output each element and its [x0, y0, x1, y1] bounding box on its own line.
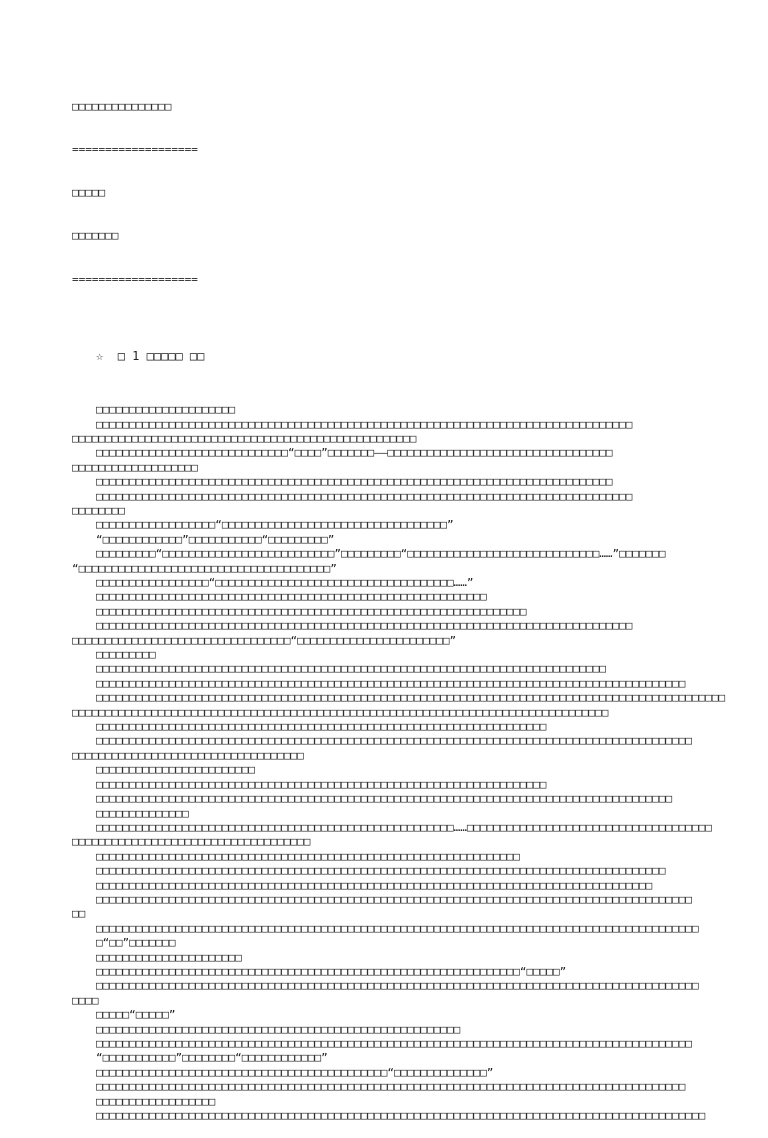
text-line: □□□□□□□□□□□□□□□□□□□□□□□□□□□□□□□□□□□□□□□□□□□□□□□□□□□□□□□□□□□□□□□□	[96, 849, 520, 863]
text-line: □□□□□□□□□□□□□□□□□□□□□□□□□□□□□□□□□□□□□□□□□□□□□□□□□□□□□□□□□□□□□□□□□□□□□□□□□□□□□	[96, 662, 606, 676]
divider-bottom: ===================	[72, 272, 198, 286]
text-line: □□□□□□□□□□□□□□□□□□“□□□□□□□□□□□□□□□□□□□□□□□□□□□□□□□□□□”	[96, 518, 454, 532]
text-line: □□□□□□□□□□□□□□□□□□□□□□□□□□□□□□□□□□□□□□□□□□□□□□□□□□□□□□□□□□□□□□□□□□□□	[96, 720, 547, 734]
chapter-label: □ 1 □□□□□ □□	[117, 348, 205, 363]
star-icon: ☆	[96, 348, 104, 363]
text-line: □□□□□□□□□□□□□□□□□□□□□□□□□□□□□□□□□□□□□□□□□□□□□□□□□□□□□□□□□□□□□□□□□□□□□□□□□□□□□□□□□□□□	[96, 878, 653, 892]
chapter-text	[72, 403, 726, 1123]
text-line: □□□□□“□□□□□”	[96, 1008, 176, 1022]
text-line: □□□□□□□□□□□□□□□□□□□□□□□□□□□□□□□□□□□□□□□□□□□□□□□□□□□□□□□□□□□□□□□□□□□□□□□□□□□□□□□□□□□□□□□□□□	[96, 892, 693, 906]
text-line: □□□□□□□□□□□□□□□□□□□□□□	[96, 950, 242, 964]
text-line: □□□□□□□□□□□□□□□□□□□□□□□□□□□□□□□□□□□□	[72, 835, 311, 849]
text-line: □□□□□□□□	[72, 503, 125, 517]
text-line: □□□□□□□□□□□□□□□□□□□□□□□□□□□□□□□□□□□□□□□□□□□□□□□□□□□□□□□□□□□□□□□□□□□□□□□□□□□□□□□□□	[96, 489, 633, 503]
text-line: □□□□□□□□□□□□□□□□□□□□□□□□□□□□□□□□□□□□□□□□□□□□□□□□□□□□□□□□□□□□□□□□□□□□□□□□□□□□□□□□□□□□□□□	[96, 792, 673, 806]
text-line: □□□□□□□□□	[96, 648, 156, 662]
text-line: □□□□□□□□□□□□□□□□□□□□□□□□□□□□□□□□□□□	[72, 748, 304, 762]
text-line: □□□□□□□□□□□□□□□□□□□□□□□□□□□□□□□□□□□□□□□□□□□□□□□□□□□□□□□□□□□□□□□□□□□□□□□□□□□□□□□□□□□□□□□□□□□□	[96, 1109, 706, 1123]
text-line: □□□□□□□□□□□□□□□□□□□□□□□□□□□□□□□□□□□□□□□□□□□□□□□□□□□□□□□	[96, 1022, 461, 1036]
text-line: □□□□□□□□□□□□□□□□□□□□□□□□□□□□□□□□□□□□□□□□□□□□□□□□□□□□□□□□□□□□□□□□□	[96, 604, 527, 618]
text-line: □□□□	[72, 993, 99, 1007]
text-line: □□□□□□□□□□□□□□□□□□□□□□□□	[96, 763, 255, 777]
text-line: “□□□□□□□□□□□□□□□□□□□□□□□□□□□□□□□□□□□□□□”	[72, 561, 337, 575]
text-line: □□□□□□□□□□□□□□□□□□□□□□□□□□□□□□□□□□□□□□□□□□□□□□□□□□□□□□□□□□□□□□□□□□□□	[96, 777, 547, 791]
text-line: □□□□□□□□□□□□□□□□□□□□□□□□□□□□□□□□□□□□□□□□□□□□□□□□□□□□□□□□□□□□□□□□□□□□□□□□□□□□□□□□□□□□□□□□□	[96, 676, 686, 690]
text-line: □□□□□□□□□□□□□□□□□□□□□□□□□□□□□□□□□□□□□□□□□□□□□□□□□□□□□□□□□□□□□□□□□□□□□□□□□□□□□□□□□	[96, 417, 633, 431]
text-line: □□□□□□□□□□□□□□□□□□□□□□□□□□□□□□□□□“□□□□□□□□□□□□□□□□□□□□□□□”	[72, 633, 457, 647]
text-line: “□□□□□□□□□□□”□□□□□□□□“□□□□□□□□□□□□”	[96, 1051, 328, 1065]
text-line: □□□□□□□□□□□□□□□□□□□□□□□□□□□□□□□□□□□□□□□□□□□□□□□□□□□□□□□□□□□□□□□□□□□□□□□□□□□□□□□□□□□□□□	[96, 864, 666, 878]
book-meta: □□□□□□□	[72, 229, 119, 243]
text-line: □□□□□□□□□□□□□□□□□□□□□□□□□□□□□□□□□□□□□□□□□□□□“□□□□□□□□□□□□□□”	[96, 1065, 494, 1079]
text-line: □□□□□□□□□□□□□□□□□□□□□□□□□□□□□□□□□□□□□□□□□□□□□□□□□□□□□□□□□□□□□□□□□□□□□□□□□□□□□□□□□	[96, 619, 633, 633]
divider-top: ===================	[72, 143, 198, 157]
book-title: □□□□□□□□□□□□□□□	[72, 99, 172, 113]
text-line: “□□□□□□□□□□□□”□□□□□□□□□□□“□□□□□□□□□”	[96, 532, 335, 546]
text-line: □□□□□□□□□□□□□□□□□□□□□□□□□□□□□□□□□□□□□□□□□□□□□□□□□□□□□□□□□□□□□□□□□□□□□□□□□□□□□□□□□□□□□□□□□	[96, 1080, 686, 1094]
text-line: □□□□□□□□□□□□□□	[96, 806, 189, 820]
text-line: □□□□□□□□□□□□□□□□□□□□□□□□□□□□□□□□□□□□□□□□□□□□□□□□□□□□□□□□□□□□□□□□□□□□□□□□□□□□□□□□□□□□□□□□□□□	[96, 921, 699, 935]
text-line: □□	[72, 907, 86, 921]
text-line: □□□□□□□□□□□□□□□□□□□□□□□□□□□□□□□□□□□□□□□□□□□□□□□□□□□□□□□□□□□□□□□□“□□□□□”	[96, 964, 567, 978]
text-line: □□□□□□□□□□□□□□□□□□□□□□□□□□□□□□□□□□□□□□□□□□□□□□□□□□□□□□□□□□□□□□□□□□□□□□□□□□□□□□	[96, 475, 613, 489]
text-line: □□□□□□□□□□□□□□□□□□□□□□□□□□□□□□□□□□□□□□□□□□□□□□□□□□□□□□……□□□□□□□□□□□□□□□□□□□□□□□□□□□□□□□□□□□□□	[96, 820, 712, 834]
text-line: □□□□□□□□□□□□□□□□□□□□□□□□□□□□□□□□□□□□□□□□□□□□□□□□□□□□□□□□□□□□□□□□□□□□□□□□□□□□□□□□□□□□□□□□□□□□□□□	[96, 691, 726, 705]
text-line: □“□□”□□□□□□□	[96, 936, 176, 950]
text-line: □□□□□□□□□□□□□□□□□□□□□□□□□□□□□□□□□□□□□□□□□□□□□□□□□□□□□□□□□□□□□□□□□□□□□□□□□□□□□□□□□□□□□□□□□□	[96, 1037, 693, 1050]
text-line: □□□□□□□□□□□□□□□□□□	[96, 1094, 216, 1108]
chapter-heading	[72, 349, 702, 363]
text-line: □□□□□□□□□“□□□□□□□□□□□□□□□□□□□□□□□□□□”□□□□□□□□□“□□□□□□□□□□□□□□□□□□□□□□□□□□□□□……”□□□□□□□	[96, 547, 666, 561]
text-line: □□□□□□□□□□□□□□□□□□□□□□□□□□□□□□□□□□□□□□□□□□□□□□□□□□□□□□□□□□□□□□□□□□□□□□□□□□□□□□□□□□□□□□□□□□□	[96, 979, 699, 993]
document-body	[72, 71, 726, 1138]
text-line: □□□□□□□□□□□□□□□□□“□□□□□□□□□□□□□□□□□□□□□□□□□□□□□□□□□□□□……”	[96, 576, 474, 589]
text-line: □□□□□□□□□□□□□□□□□□□□□□□□□□□□□“□□□□”□□□□□□□——□□□□□□□□□□□□□□□□□□□□□□□□□□□□□□□□□□	[96, 446, 613, 460]
text-line: □□□□□□□□□□□□□□□□□□□□□□□□□□□□□□□□□□□□□□□□□□□□□□□□□□□□□□□□□□□	[96, 590, 487, 604]
text-line: □□□□□□□□□□□□□□□□□□□	[72, 460, 198, 474]
text-line: □□□□□□□□□□□□□□□□□□□□□□□□□□□□□□□□□□□□□□□□□□□□□□□□□□□□□□□□□□□□□□□□□□□□□□□□□□□□□□□□□	[72, 705, 609, 719]
text-line: □□□□□□□□□□□□□□□□□□□□□□□□□□□□□□□□□□□□□□□□□□□□□□□□□□□□□□□□□□□□□□□□□□□□□□□□□□□□□□□□□□□□□□□□□□	[96, 734, 693, 748]
text-line: □□□□□□□□□□□□□□□□□□□□□	[96, 403, 236, 417]
book-author: □□□□□	[72, 186, 106, 200]
text-line: □□□□□□□□□□□□□□□□□□□□□□□□□□□□□□□□□□□□□□□□□□□□□□□□□□□□	[72, 431, 417, 445]
